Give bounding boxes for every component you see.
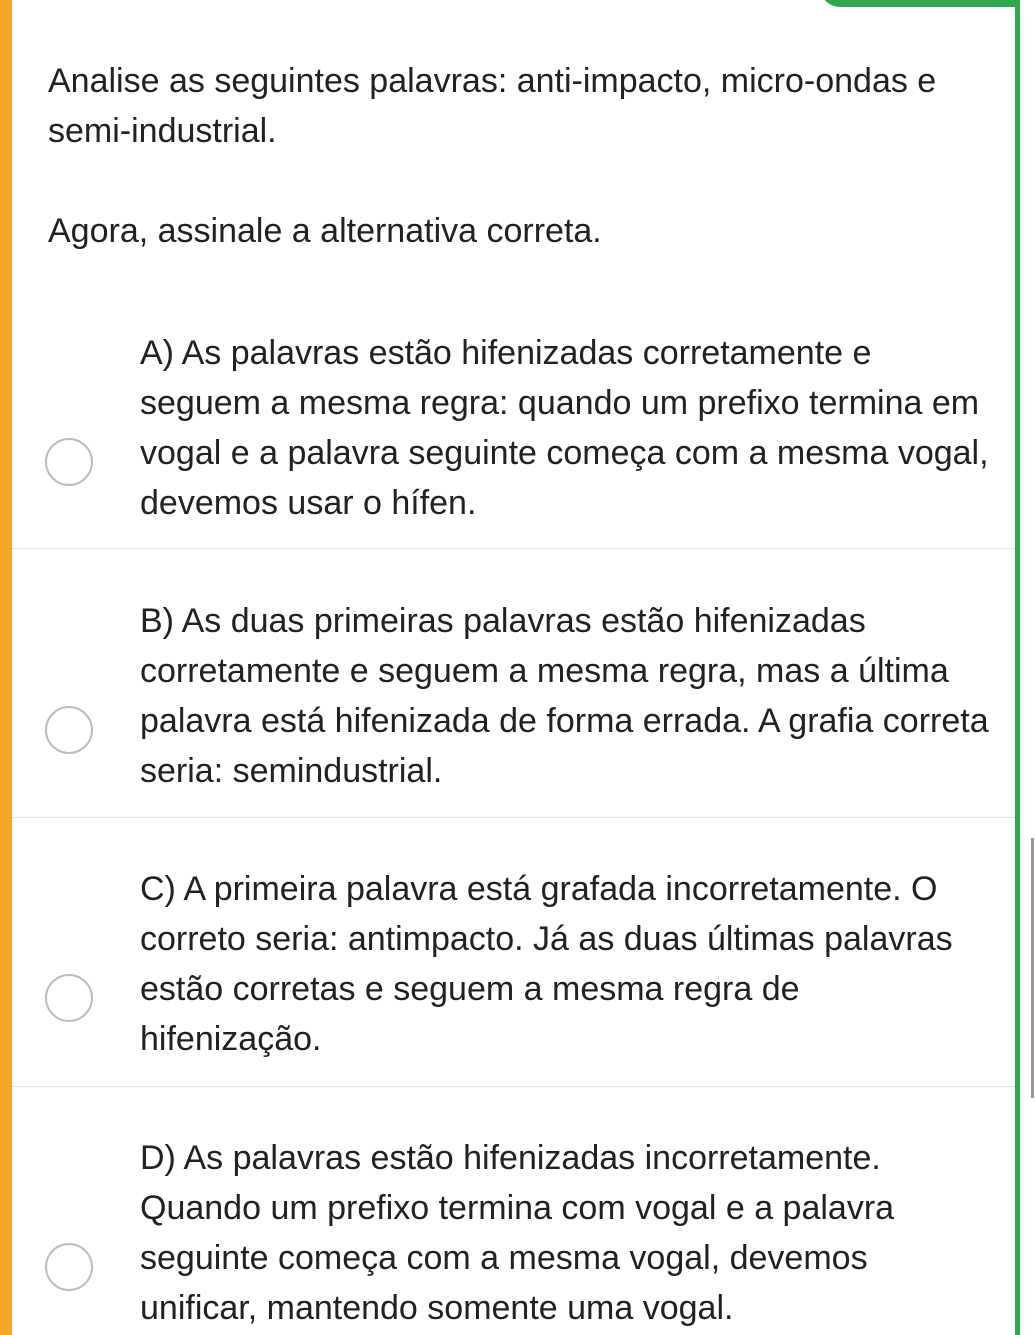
- option-c-label: C) A primeira palavra está grafada incorretamente. O correto seria: antimpacto. Já as duas últimas palavras estão corretas e seguem a mesma regra de hifenização.: [140, 870, 953, 1058]
- option-b[interactable]: [12, 596, 1015, 866]
- radio-button-c[interactable]: [45, 974, 93, 1022]
- option-c[interactable]: [12, 864, 1015, 1134]
- question-paragraph-1: Analise as seguintes palavras: anti-impacto, micro-ondas e semi-industrial.: [48, 62, 937, 150]
- scrollbar-thumb[interactable]: [1031, 838, 1034, 1098]
- option-divider: [12, 817, 1015, 818]
- top-progress-accent: [820, 0, 1020, 7]
- left-accent-bar: [0, 0, 12, 1335]
- radio-button-d[interactable]: [45, 1243, 93, 1291]
- question-paragraph-2: Agora, assinale a alternativa correta.: [48, 212, 602, 250]
- question-text: [48, 56, 998, 256]
- option-divider: [12, 548, 1015, 549]
- radio-button-b[interactable]: [45, 706, 93, 754]
- radio-button-a[interactable]: [45, 438, 93, 486]
- option-d[interactable]: [12, 1133, 1015, 1335]
- right-accent-bar: [1015, 0, 1020, 1335]
- option-divider: [12, 1086, 1015, 1087]
- option-b-label: B) As duas primeiras palavras estão hifenizadas corretamente e seguem a mesma regra, mas a última palavra está hifenizada de forma errada. A grafia correta seria: semindustrial.: [140, 602, 989, 790]
- option-d-label: D) As palavras estão hifenizadas incorretamente. Quando um prefixo termina com vogal e a palavra seguinte começa com a mesma vogal, devemos unificar, mantendo somente uma vogal.: [140, 1139, 895, 1327]
- option-a-label: A) As palavras estão hifenizadas corretamente e seguem a mesma regra: quando um prefixo termina em vogal e a palavra seguinte começa com a mesma vogal, devemos usar o hífen.: [140, 334, 989, 522]
- option-a[interactable]: [12, 328, 1015, 598]
